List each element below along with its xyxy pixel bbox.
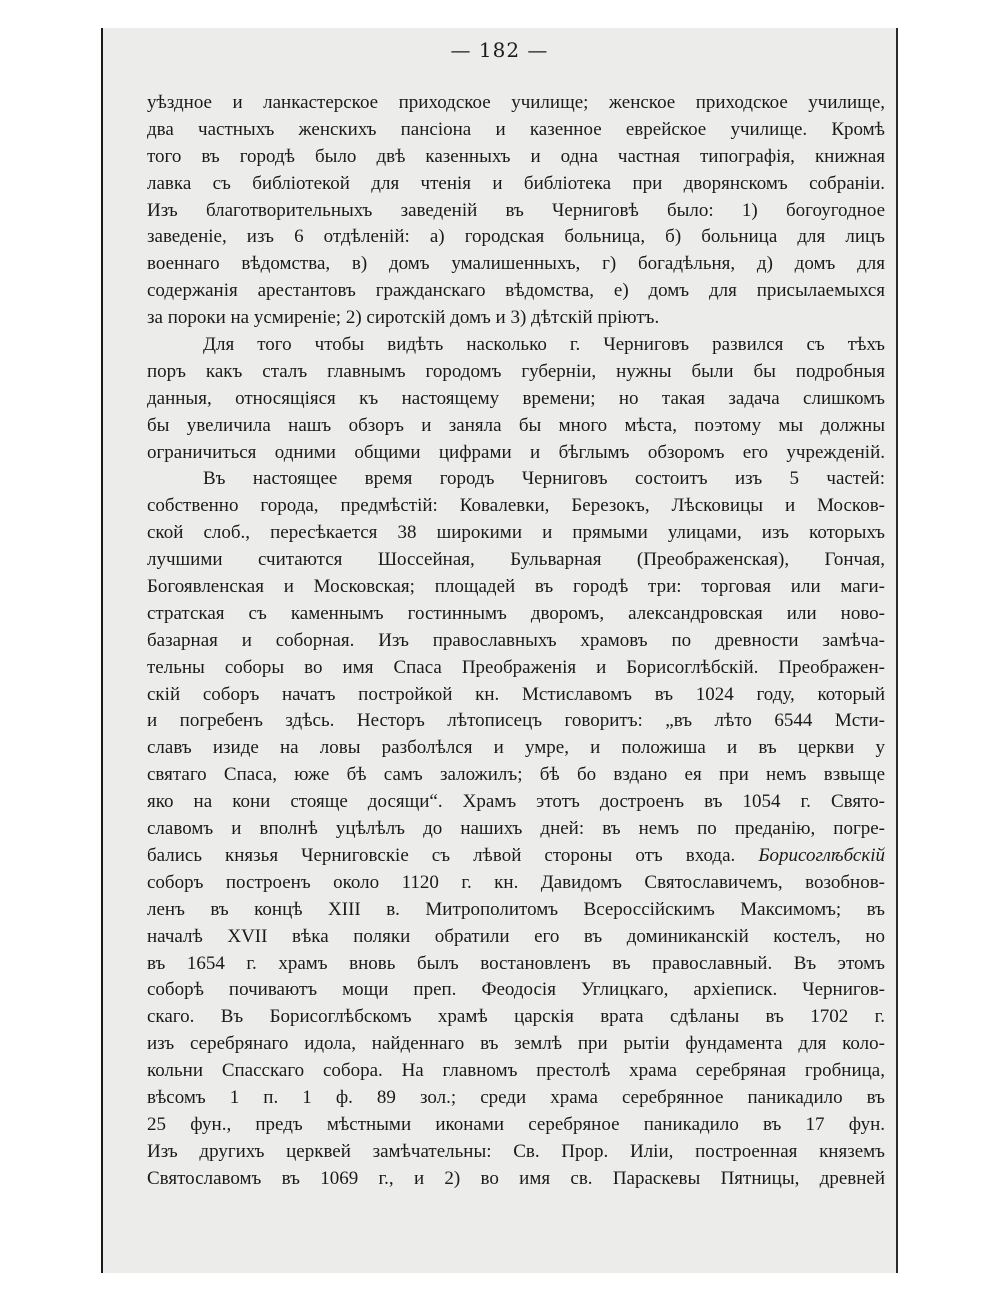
text-line	[147, 144, 885, 171]
text-line	[147, 359, 885, 386]
text-line-content: за пороки на усмиреніе; 2) сиротскій домъ и 3) дѣтскій пріютъ.	[147, 307, 660, 329]
text-line-content: стратская съ каменнымъ гостиннымъ дворомъ, александровская или ново-	[147, 602, 885, 624]
text-line	[147, 117, 885, 144]
text-line-content: яко на кони стояще досящи“. Храмъ этотъ достроенъ въ 1054 г. Свято-	[147, 791, 885, 813]
text-line	[147, 198, 885, 225]
text-line-content: и погребенъ здѣсь. Несторъ лѣтописецъ говоритъ: „въ лѣто 6544 Мсти-	[147, 710, 885, 732]
text-line-content: уѣздное и ланкастерское приходское училище; женское приходское училище,	[147, 92, 885, 113]
text-line	[147, 574, 885, 601]
text-line	[147, 1085, 885, 1112]
text-line-content: Изъ другихъ церквей замѣчательны: Св. Прор. Иліи, построенная княземъ	[147, 1140, 885, 1162]
text-line-content: изъ серебрянаго идола, найденнаго въ землѣ при рытіи фундамента для коло-	[147, 1033, 885, 1055]
text-line-content: началѣ XVII вѣка поляки обратили его въ доминиканскій костелъ, но	[147, 925, 885, 947]
text-line-content: соборъ построенъ около 1120 г. кн. Давидомъ Святославичемъ, возобнов-	[147, 871, 885, 893]
text-line-content: лучшими считаются Шоссейная, Бульварная (Преображенская), Гончая,	[147, 549, 885, 571]
text-line-content: вѣсомъ 1 п. 1 ф. 89 зол.; среди храма серебрянное паникадило въ	[147, 1086, 885, 1108]
text-line-content: данныя, относящіяся къ настоящему времени; но такая задача слишкомъ	[147, 387, 885, 409]
text-line	[147, 1166, 885, 1193]
text-line	[147, 924, 885, 951]
text-line-content: славъ изиде на ловы разболѣлся и умре, и положиша и въ церкви у	[147, 737, 885, 759]
text-line	[147, 224, 885, 251]
text-line	[147, 951, 885, 978]
text-line	[147, 601, 885, 628]
page-number: — 182 —	[450, 38, 549, 62]
text-line-content: тельны соборы во имя Спаса Преображенія и Борисоглѣбскій. Преображен-	[147, 656, 885, 678]
text-line-content: поръ какъ сталъ главнымъ городомъ губерніи, нужны были бы подробныя	[147, 360, 885, 382]
text-line-content: бались князья Черниговскіе съ лѣвой стороны отъ входа.	[147, 844, 736, 866]
text-line	[147, 1058, 885, 1085]
text-line	[147, 520, 885, 547]
text-line-content: Святославомъ въ 1069 г., и 2) во имя св. Параскевы Пятницы, древней	[147, 1167, 885, 1189]
text-line-content: святаго Спаса, юже бѣ самъ заложилъ; бѣ бо вздано ея при немъ взвыще	[147, 764, 885, 786]
text-line-content: кольни Спасскаго собора. На главномъ престолѣ храма серебряная гробница,	[147, 1060, 885, 1082]
text-line	[147, 278, 885, 305]
text-line	[147, 1031, 885, 1058]
text-line	[147, 332, 885, 359]
text-line	[147, 1112, 885, 1139]
text-line	[147, 789, 885, 816]
text-line	[147, 251, 885, 278]
text-line	[147, 90, 885, 117]
text-line-content: собственно города, предмѣстій: Ковалевки, Березокъ, Лѣсковицы и Москов-	[147, 495, 885, 517]
text-line	[147, 655, 885, 682]
text-line-content: славомъ и вполнѣ уцѣлѣлъ до нашихъ дней: въ немъ по преданію, погре-	[147, 818, 885, 840]
text-line	[147, 440, 885, 467]
text-line	[147, 708, 885, 735]
text-line-content: лавка съ библіотекой для чтенія и библіотека при дворянскомъ собраніи.	[147, 172, 885, 194]
text-line-content: заведеніе, изъ 6 отдѣленій: а) городская больница, б) больница для лицъ	[147, 226, 885, 248]
text-line-content: 25 фун., предъ мѣстными иконами серебряное паникадило въ 17 фун.	[147, 1113, 885, 1135]
text-line-content: содержанія арестантовъ гражданскаго вѣдомства, е) домъ для присылаемыхся	[147, 280, 885, 302]
text-line	[147, 1139, 885, 1166]
text-line-content: ленъ въ концѣ XIII в. Митрополитомъ Всероссійскимъ Максимомъ; въ	[147, 898, 885, 920]
text-line	[147, 682, 885, 709]
text-line-content: того въ городѣ было двѣ казенныхъ и одна частная типографія, книжная	[147, 145, 885, 167]
scanned-page	[101, 28, 898, 1273]
text-line-content: бы увеличила нашъ обзоръ и заняла бы много мѣста, поэтому мы должны	[147, 414, 885, 436]
text-line-content: Богоявленская и Московская; площадей въ городѣ три: торговая или маги-	[147, 576, 885, 598]
text-line-content: Для того чтобы видѣть насколько г. Черниговъ развился съ тѣхъ	[203, 334, 885, 356]
text-line	[147, 466, 885, 493]
text-line-content: ской слоб., пересѣкается 38 широкими и прямыми улицами, изъ которыхъ	[147, 522, 885, 544]
text-line	[147, 413, 885, 440]
text-line	[147, 305, 885, 332]
text-line	[147, 870, 885, 897]
text-line	[147, 628, 885, 655]
text-line	[147, 977, 885, 1004]
text-line-content: скаго. Въ Борисоглѣбскомъ храмѣ царскія врата сдѣланы въ 1702 г.	[147, 1006, 885, 1028]
text-line-content: военнаго вѣдомства, в) домъ умалишенныхъ, г) богадѣльня, д) домъ для	[147, 253, 885, 275]
text-line-content: въ 1654 г. храмъ вновь былъ востановленъ въ православный. Въ этомъ	[147, 952, 885, 974]
text-line	[147, 762, 885, 789]
text-line-content: базарная и соборная. Изъ православныхъ храмовъ по древности замѣча-	[147, 629, 885, 651]
text-line	[147, 735, 885, 762]
text-line	[147, 547, 885, 574]
text-line-content: соборѣ почиваютъ мощи преп. Феодосія Углицкаго, архіеписк. Чернигов-	[147, 979, 885, 1001]
italic-heading: Борисоглѣбскій	[758, 844, 885, 866]
text-line	[147, 171, 885, 198]
text-line-content: скій соборъ начатъ постройкой кн. Мстиславомъ въ 1024 году, который	[147, 683, 885, 705]
text-line	[147, 1004, 885, 1031]
text-line-content: ограничиться одними общими цифрами и бѣглымъ обзоромъ его учрежденій.	[147, 441, 885, 463]
text-line-content: Въ настоящее время городъ Черниговъ состоитъ изъ 5 частей:	[203, 468, 885, 490]
text-line	[147, 897, 885, 924]
text-line-content: Изъ благотворительныхъ заведеній въ Черниговѣ было: 1) богоугодное	[147, 199, 885, 221]
body-text	[147, 90, 885, 1193]
text-line	[147, 816, 885, 843]
text-line	[147, 493, 885, 520]
text-line-content: два частныхъ женскихъ пансіона и казенное еврейское училище. Кромѣ	[147, 118, 885, 140]
text-line	[147, 843, 885, 870]
text-line	[147, 386, 885, 413]
